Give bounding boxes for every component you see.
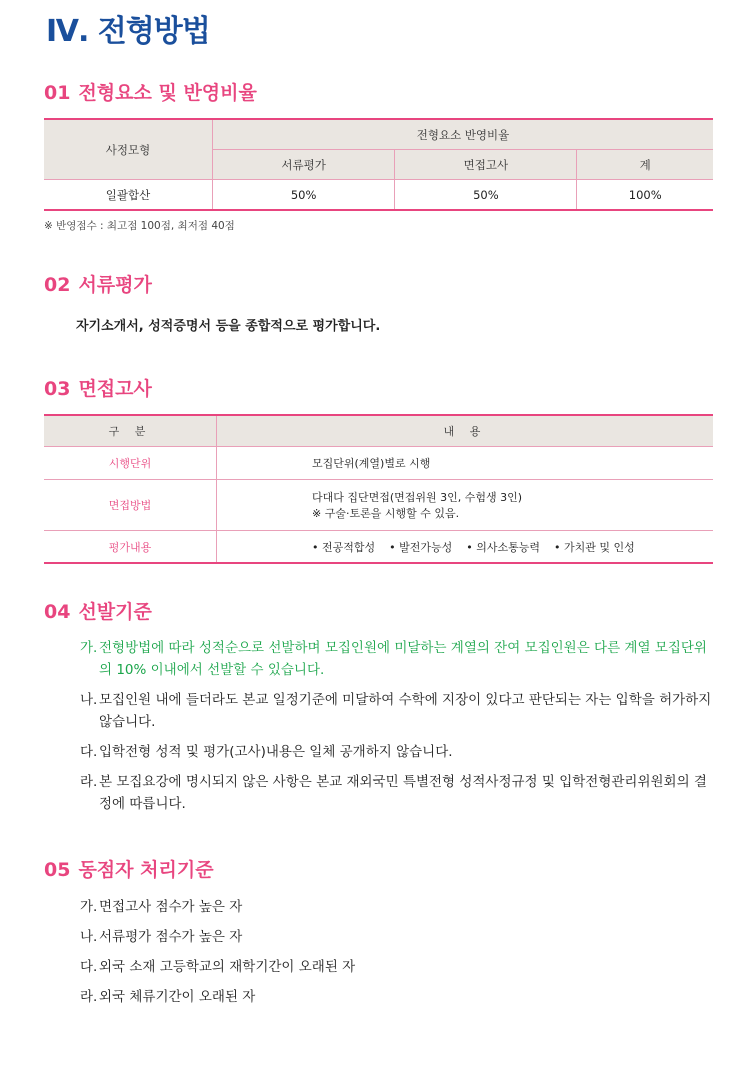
section-title: 전형요소 및 반영비율	[78, 82, 257, 104]
list-item	[80, 986, 714, 1008]
header-model: 사정모형	[44, 119, 213, 180]
row-key: 시행단위	[44, 447, 217, 480]
item-text: 서류평가 점수가 높은 자	[99, 929, 243, 945]
section-title: 면접고사	[78, 378, 152, 400]
list-item	[80, 689, 714, 733]
interview-table	[44, 414, 713, 564]
section-heading-03	[44, 374, 152, 401]
bullet-item: • 가치관 및 인성	[554, 540, 635, 554]
item-text: 모집인원 내에 들더라도 본교 일정기준에 미달하여 수학에 지장이 있다고 판단되는 자는 입학을 허가하지 않습니다.	[99, 692, 712, 730]
ratio-table	[44, 118, 713, 211]
section-title: 동점자 처리기준	[78, 859, 214, 881]
list-item	[80, 741, 714, 763]
row-key: 면접방법	[44, 480, 217, 531]
item-label: 나.	[80, 692, 98, 708]
item-text: 전형방법에 따라 성적순으로 선발하며 모집인원에 미달하는 계열의 잔여 모집인원은 다른 계열 모집단위의 10% 이내에서 선발할 수 있습니다.	[99, 640, 707, 678]
header-category: 구 분	[44, 415, 217, 447]
section-number: 05	[44, 859, 71, 881]
section-number: 03	[44, 378, 71, 400]
document-eval-text: 자기소개서, 성적증명서 등을 종합적으로 평가합니다.	[76, 319, 381, 334]
cell-interview: 50%	[395, 180, 577, 211]
item-text: 본 모집요강에 명시되지 않은 사항은 본교 재외국민 특별전형 성적사정규정 및 입학전형관리위원회의 결정에 따릅니다.	[99, 774, 707, 812]
row-value-note: ※ 구술·토론을 시행할 수 있음.	[312, 507, 460, 520]
section-number: 01	[44, 82, 71, 104]
score-note: ※ 반영점수 : 최고점 100점, 최저점 40점	[44, 220, 235, 232]
section-title: 선발기준	[78, 601, 152, 623]
tie-break-list	[80, 896, 714, 1016]
item-label: 다.	[80, 959, 98, 975]
item-text: 입학전형 성적 및 평가(고사)내용은 일체 공개하지 않습니다.	[99, 744, 453, 760]
table-row	[44, 531, 713, 564]
item-text: 외국 체류기간이 오래된 자	[99, 989, 256, 1005]
row-value: 모집단위(계열)별로 시행	[217, 447, 714, 480]
cell-total: 100%	[577, 180, 713, 211]
page-title: Ⅳ. 전형방법	[46, 14, 210, 49]
item-label: 가.	[80, 640, 98, 656]
bullet-item: • 발전가능성	[389, 540, 453, 554]
list-item	[80, 956, 714, 978]
bullet-item: • 전공적합성	[312, 540, 376, 554]
row-value	[217, 480, 714, 531]
item-label: 다.	[80, 744, 98, 760]
list-item	[80, 896, 714, 918]
item-label: 라.	[80, 774, 98, 790]
table-row	[44, 447, 713, 480]
list-item	[80, 926, 714, 948]
section-heading-04	[44, 597, 152, 624]
header-total: 계	[577, 150, 713, 180]
section-title: 서류평가	[78, 274, 152, 296]
section-heading-01	[44, 78, 257, 105]
section-heading-05	[44, 855, 214, 882]
row-value	[217, 531, 714, 564]
item-label: 라.	[80, 989, 98, 1005]
row-value-line: 다대다 집단면접(면접위원 3인, 수험생 3인)	[312, 491, 523, 504]
table-row	[44, 180, 713, 211]
table-row	[44, 480, 713, 531]
row-key: 평가내용	[44, 531, 217, 564]
selection-criteria-list	[80, 637, 714, 823]
header-doc: 서류평가	[213, 150, 395, 180]
list-item	[80, 771, 714, 815]
section-heading-02	[44, 270, 152, 297]
section-number: 04	[44, 601, 71, 623]
header-ratio: 전형요소 반영비율	[213, 119, 714, 150]
item-label: 가.	[80, 899, 98, 915]
header-content: 내 용	[217, 415, 714, 447]
bullet-item: • 의사소통능력	[466, 540, 540, 554]
cell-doc: 50%	[213, 180, 395, 211]
item-label: 나.	[80, 929, 98, 945]
item-text: 면접고사 점수가 높은 자	[99, 899, 243, 915]
list-item	[80, 637, 714, 681]
item-text: 외국 소재 고등학교의 재학기간이 오래된 자	[99, 959, 356, 975]
header-interview: 면접고사	[395, 150, 577, 180]
section-number: 02	[44, 274, 71, 296]
cell-model: 일괄합산	[44, 180, 213, 211]
